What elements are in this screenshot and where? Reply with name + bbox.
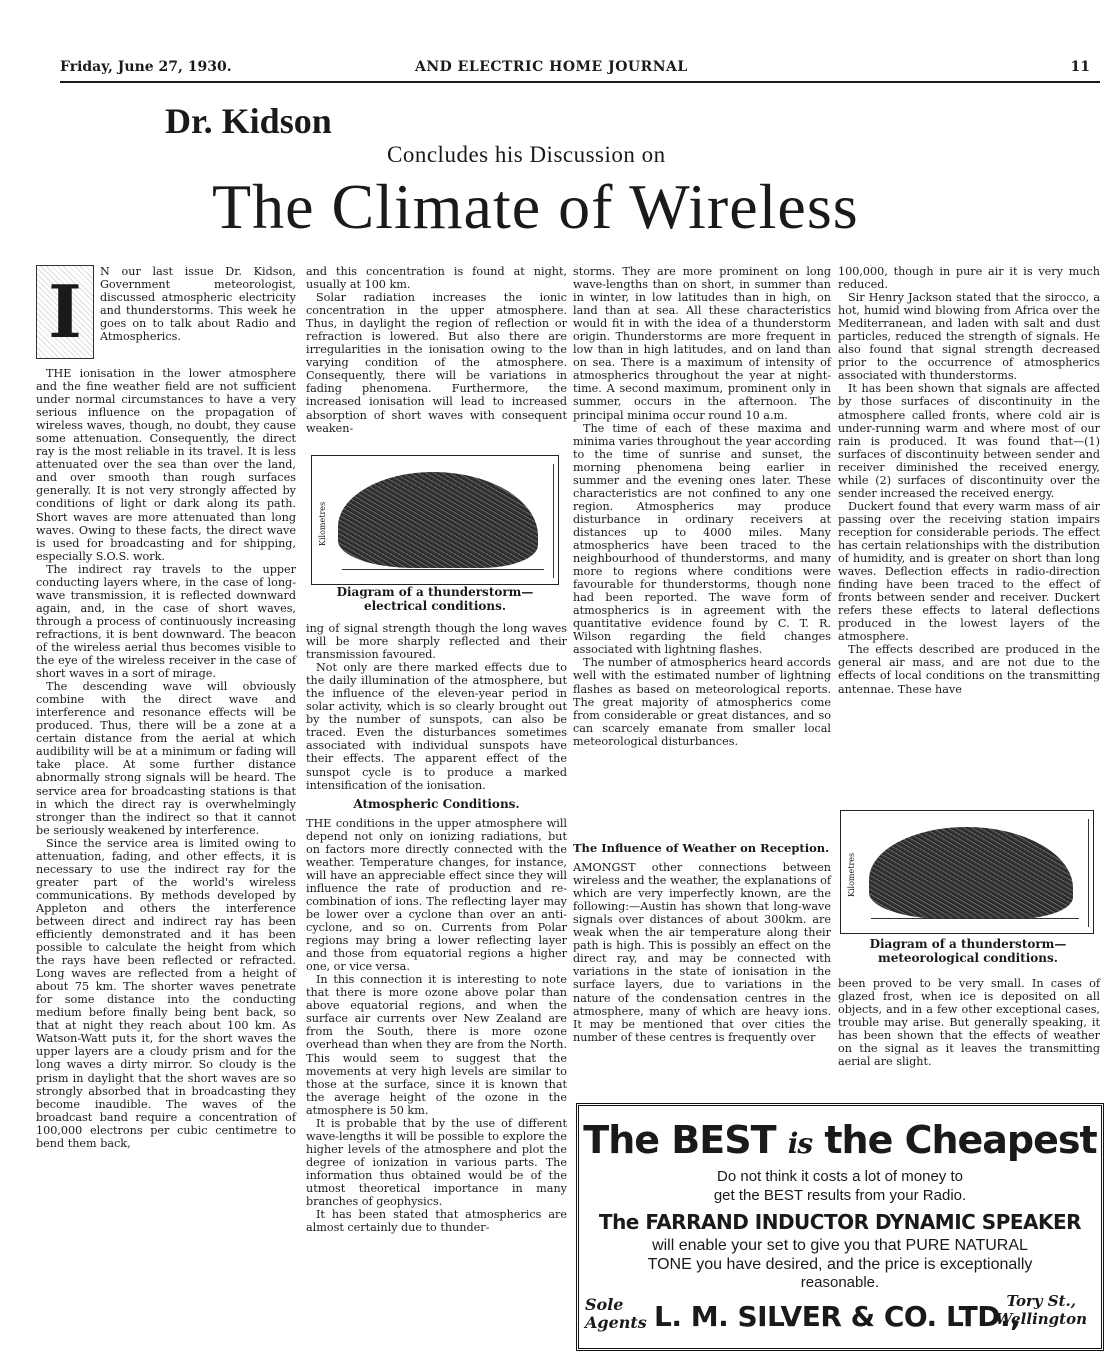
advert-headline-is: is: [787, 1127, 813, 1160]
thunderstorm-meteorological-diagram: [840, 810, 1094, 934]
diagram-scale-ticks: [1082, 819, 1089, 927]
article-paragraph: In this connection it is interesting to note that there is more ozone above polar than above equatorial regions, and when the surface air currents over New Zealand are from the South, there is more ozone overhead than when they are from the North. This would seem to suggest that the movements at very high levels are similar to those at the surface, since it is known that the average height of the ozone in the atmosphere is 50 km.: [306, 973, 567, 1117]
section-heading: The Influence of Weather on Reception.: [573, 841, 830, 855]
advert-line: reasonable.: [800, 1274, 880, 1291]
article-column-1: [36, 265, 296, 1150]
intro-paragraph: N our last issue Dr. Kidson, Government meteorologist, discussed atmospheric electricity and thunderstorms. This week he goes on to talk about Radio and Atmospherics.: [100, 265, 296, 344]
article-paragraph: ing of signal strength though the long waves will be more sharply reflected and their transmission favoured.: [306, 622, 567, 662]
article-paragraph: It is probable that by the use of different wave-lengths it will be possible to explore the higher levels of the atmosphere and plot the degree of ionization in various parts. The information thus obtained would be of the utmost theoretical importance in many branches of geophysics.: [306, 1116, 567, 1209]
masthead: [60, 55, 1100, 83]
publication-name: AND ELECTRIC HOME JOURNAL: [415, 59, 688, 75]
article-paragraph: Solar radiation increases the ionic concentration in the upper atmosphere. Thus, in daylight the region of reflection or refraction is lowered. But also there are irregularities in the ionisation owing to the varying condition of the atmosphere. Consequently, there will be variations in fading phenomena. Furthermore, the increased ionisation will lead to increased absorption of short waves with consequent weaken-: [306, 291, 567, 435]
advert-line: TONE you have desired, and the price is exceptionally: [647, 1256, 1033, 1273]
advert-headline-part: The BEST: [583, 1118, 776, 1162]
diagram-y-axis-label: Kilometres: [318, 501, 327, 546]
figure-caption: Diagram of a thunderstorm—electrical conditions.: [336, 585, 534, 613]
article-column-2-bottom: [306, 622, 567, 1234]
article-column-3-bottom: [573, 836, 831, 1044]
diagram-ground-line: [342, 569, 544, 576]
article-paragraph: The number of atmospherics heard accords well with the estimated number of lightning flashes as based on meteorological reports. The great majority of atmospherics come from considerable or great distances, and so can scarcely emanate from smaller local meteorological disturbances.: [573, 656, 831, 748]
article-paragraph: The time of each of these maxima and minima varies throughout the year according to the time of sunrise and sunset, the morning phenomena being earlier in summer and the evening ones later. These characteristics are not confined to any one region. Atmospherics may produce disturbance in ordinary receivers at distances up to 4000 miles. Many atmospherics have been traced to the neighbourhood of thunderstorms, and many more to regions where conditions were favourable for thunderstorms, though none had been reported. The wave form of atmospherics is in agreement with the quantitative evidence found by C. T. R. Wilson regarding the field changes associated with lightning flashes.: [573, 421, 831, 657]
article-paragraph: AMONGST other connections between wireless and the weather, the explanations of which are very imperfectly known, are the following:—Austin has shown that long-wave signals over distances of about 300km. are weak when the air temperature along their path is high. This is possibly an effect on the direct ray, and may be connected with variations in the state of ionisation in the surface layers, due to variations in the nature of the condensation centres in the atmosphere, many of which are heavy ions. It may be mentioned that over cities the number of these centres is frequently over: [573, 861, 831, 1044]
article-paragraph: It has been stated that atmospherics are almost certainly due to thunder-: [306, 1208, 567, 1235]
headline-subkicker: Concludes his Discussion on: [387, 142, 666, 167]
diagram-y-axis-label: Kilometres: [847, 852, 856, 897]
headline-title: The Climate of Wireless: [212, 171, 859, 242]
article-paragraph: The effects described are produced in the general air mass, and are not due to the effects of local conditions on the transmitting antennae. These have: [838, 643, 1100, 696]
figure-caption: Diagram of a thunderstorm—meteorological conditions.: [869, 937, 1067, 965]
advert-firm-name: L. M. SILVER & CO. LTD.,: [654, 1300, 1021, 1333]
article-paragraph: and this concentration is found at night, usually at 100 km.: [306, 265, 567, 292]
article-paragraph: It has been shown that signals are affected by those surfaces of discontinuity in the atmosphere called fronts, where cold air is under-running warm and where most of our rain is produced. It was found that—(1) surfaces of discontinuity between sender and receiver diminished the received energy, while (2) surfaces of discontinuity over the sender increased the received energy.: [838, 382, 1100, 500]
advert-address: [996, 1292, 1088, 1328]
advert-line: get the BEST results from your Radio.: [713, 1187, 967, 1204]
advert-city: Wellington: [995, 1310, 1087, 1328]
article-paragraph: THE ionisation in the lower atmosphere and the fine weather field are not sufficient under normal circumstances to have a very serious influence on the propagation of wireless waves, though, no doubt, they cause some attenuation. Consequently, the direct ray is the most reliable in its travel. It is less attenuated over the sea than over the land, and over smooth than rough surfaces generally. It is not very strongly affected by conditions of light or dark along its path. Short waves are more attenuated than long waves. Owing to these facts, the direct wave is used for broadcasting and for shipping, especially S.O.S. work.: [36, 367, 296, 563]
advert-headline: [579, 1118, 1101, 1162]
article-paragraph: Since the service area is limited owing to attenuation, fading, and other effects, it is necessary to use the indirect ray for the greater part of the world's wireless communications. By methods developed by Appleton and others the interference between direct and indirect ray has been efficiently demonstrated and it has been possible to calculate the height from which the rays have been reflected or refracted. Long waves are reflected from a height of about 75 km. The shorter waves penetrate for some distance into the conducting medium before finally being bent back, so that at night they reach about 100 km. As Watson-Watt puts it, for the short waves the upper layers are a cloudy prism and for the long waves a dirty mirror. So cloudy is the prism in daylight that the short waves are so strongly absorbed that in broadcasting they become inaudible. The waves of the broadcast band require a concentration of 100,000 electrons per cubic centimetre to bend them back,: [36, 836, 296, 1150]
diagram-ground-line: [871, 918, 1079, 925]
thunderstorm-cloud-shape: [338, 472, 538, 568]
headline-kicker: Dr. Kidson: [165, 101, 332, 141]
advert-street: Tory St.,: [1006, 1292, 1076, 1310]
advert-agents-label: Agents: [585, 1313, 647, 1332]
article-column-4-bottom: [838, 977, 1100, 1068]
farrand-speaker-advert: [576, 1103, 1104, 1351]
article-column-4: [838, 265, 1100, 696]
thunderstorm-electrical-diagram: [311, 455, 559, 585]
advert-line: will enable your set to give you that PURE NATURAL: [652, 1237, 1028, 1254]
advert-product-name: The FARRAND INDUCTOR DYNAMIC SPEAKER: [598, 1210, 1082, 1234]
article-paragraph: The indirect ray travels to the upper conducting layers where, in the case of long-wave transmission, it is reflected downward again, and, in the case of short waves, through a process of continuously increasing refractions, it is bent downward. The beacon of the wireless aerial thus becomes visible to the eye of the wireless receiver in the case of short waves in a sort of mirage.: [36, 562, 296, 681]
section-heading: Atmospheric Conditions.: [353, 796, 520, 811]
article-paragraph: Not only are there marked effects due to the daily illumination of the atmosphere, but the influence of the eleven-year period in solar activity, which is so clearly brought out by the number of sunspots, can also be traced. Even the disturbances sometimes associated with individual sunspots have their effects. The apparent effect of the sunspot cycle is to produce a marked intensification of the ionisation.: [306, 661, 567, 792]
article-paragraph: The descending wave will obviously combine with the direct wave and interference and resonance effects will be produced. Thus, there will be a zone at a certain distance from the aerial at which audibility will be at a minimum or fading will take place. At some further distance abnormally strong signals will be heard. The service area for broadcasting stations is that in which the direct ray is overwhelmingly stronger than the indirect so that it cannot be seriously weakened by interference.: [36, 680, 296, 837]
article-paragraph: Duckert found that every warm mass of air passing over the receiving station impairs reception for considerable periods. The effect has certain relationships with the distribution of humidity, and is greater on short than long waves. Deflection effects in radio-direction finding have been traced to the effect of fronts between sender and receiver. Duckert refers these effects to lateral deflections produced in the lowest layers of the atmosphere.: [838, 499, 1100, 644]
advert-headline-part: the Cheapest: [824, 1118, 1097, 1162]
article-paragraph: 100,000, though in pure air it is very much reduced.: [838, 265, 1100, 292]
thunderstorm-cloud-shape: [869, 827, 1073, 919]
dropcap-initial: I: [36, 265, 94, 359]
article-paragraph: Sir Henry Jackson stated that the sirocco, a hot, humid wind blowing from Africa over the Mediterranean, and laden with salt and dust particles, reduced the strength of signals. He also found that signal strength decreased prior to the occurrence of atmospherics associated with thunderstorms.: [838, 291, 1100, 383]
article-paragraph: storms. They are more prominent on long wave-lengths than on short, in summer than in winter, in low latitudes than in high, on land than at sea. All these characteristics would fit in with the idea of a thunderstorm origin. Thunderstorms are more frequent in low than in high latitudes, and on land than on sea. There is a maximum of intensity of atmospherics throughout the year at night-time. A second maximum, prominent only in summer, occurs in the afternoon. The principal minima occur round 10 a.m.: [573, 265, 831, 422]
advert-line: Do not think it costs a lot of money to: [717, 1168, 963, 1185]
diagram-scale-ticks: [547, 464, 554, 578]
page-number: 11: [1070, 59, 1090, 75]
article-column-3: [573, 265, 831, 748]
article-paragraph: THE conditions in the upper atmosphere will depend not only on ionizing radiations, but on factors more directly connected with the weather. Temperature changes, for instance, will have an appreciable effect since they will influence the rate of production and re-combination of ions. The reflecting layer may be lower over a cyclone than over an anti-cyclone, and so on. Currents from Polar regions may bring a lower reflecting layer and those from equatorial regions a higher one, or vice versa.: [306, 816, 567, 974]
article-column-2-top: [306, 265, 567, 435]
advert-sole-label: Sole: [585, 1295, 624, 1314]
article-paragraph: been proved to be very small. In cases of glazed frost, when ice is deposited on all objects, and in a few other exceptional cases, trouble may arise. But generally speaking, it has been shown that the effects of weather on the signal as it leaves the transmitting aerial are slight.: [838, 977, 1100, 1069]
advert-sole-agents: [585, 1296, 647, 1332]
issue-date: Friday, June 27, 1930.: [60, 59, 232, 75]
